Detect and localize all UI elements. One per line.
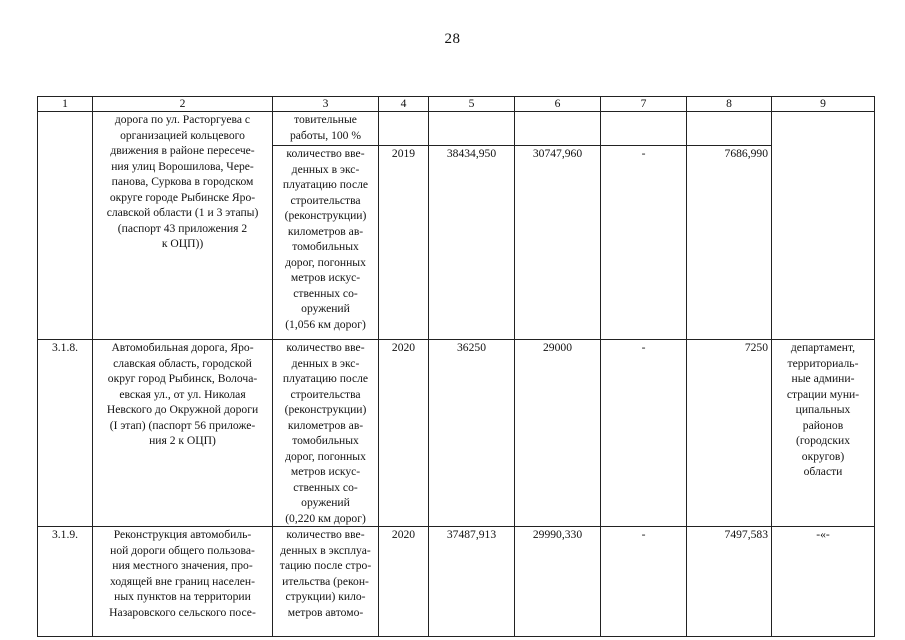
- text-line: ственных со-: [293, 286, 358, 300]
- text-line: ные админи-: [791, 372, 855, 385]
- text-line: метров автомо-: [287, 605, 364, 619]
- amount-cell: 29990,330: [515, 527, 601, 637]
- text-line: (I этап) (паспорт 56 приложе-: [109, 418, 256, 432]
- text-line: ния улиц Ворошилова, Чере-: [111, 159, 254, 173]
- total-amount: 38434,950: [429, 146, 515, 340]
- event-description: [96, 112, 269, 252]
- indicator-cell: [273, 527, 379, 637]
- amount-cell: [687, 112, 772, 146]
- text-line: (реконструкции): [284, 209, 367, 222]
- text-line: Реконструкция автомобиль-: [113, 528, 252, 541]
- amount-cell: 7250: [687, 340, 772, 527]
- column-header: 9: [772, 97, 875, 112]
- page-number: 28: [444, 31, 461, 47]
- event-description-cell: [93, 112, 273, 340]
- text-line: количество вве-: [286, 341, 365, 354]
- text-line: дорог, погонных: [285, 449, 366, 463]
- text-line: Назаровского сельского посе-: [109, 605, 256, 619]
- text-line: славская область, городской: [113, 356, 252, 370]
- year-cell: 2019: [379, 146, 429, 340]
- text-line: работы, 100 %: [289, 128, 362, 142]
- amount-cell: -: [601, 340, 687, 527]
- responsible-cell: [772, 112, 875, 340]
- text-line: количество вве-: [286, 528, 365, 541]
- text-line: (1,056 км дорог): [285, 317, 366, 331]
- text-line: струкции) кило-: [285, 590, 366, 603]
- text-line: районов: [802, 418, 844, 432]
- text-line: ной дороги общего пользова-: [110, 543, 255, 557]
- table-row: [38, 112, 875, 146]
- text-line: (городских: [795, 434, 851, 447]
- text-line: страции муни-: [786, 387, 860, 401]
- text-line: строительства: [290, 193, 361, 207]
- text-line: количество вве-: [286, 147, 365, 160]
- responsible-cell: -«-: [772, 527, 875, 637]
- indicator-cell: [273, 112, 379, 146]
- text-line: округов): [801, 449, 845, 463]
- amount-cell: 29000: [515, 340, 601, 527]
- text-line: движения в районе пересече-: [110, 144, 255, 157]
- text-line: панова, Суркова в городском: [111, 175, 254, 188]
- item-number: 3.1.8.: [38, 340, 93, 527]
- text-line: оружений: [301, 302, 350, 315]
- text-line: славской области (1 и 3 этапы): [106, 206, 259, 219]
- year-cell: [379, 112, 429, 146]
- column-header: 5: [429, 97, 515, 112]
- total-amount: 37487,913: [429, 527, 515, 637]
- event-description: [96, 527, 269, 620]
- table-row: [38, 527, 875, 637]
- text-line: денных в эксплуа-: [280, 543, 371, 557]
- text-line: дорога по ул. Расторгуева с: [114, 113, 251, 126]
- text-line: (реконструкции): [284, 403, 367, 416]
- text-line: метров искус-: [290, 465, 361, 478]
- year-cell: 2020: [379, 527, 429, 637]
- text-line: денных в экс-: [291, 162, 360, 176]
- amount-cell: 7686,990: [687, 146, 772, 340]
- responsible-text: [775, 340, 871, 480]
- text-line: департамент,: [790, 341, 856, 354]
- indicator-text: [276, 340, 375, 526]
- indicator-cell: [273, 340, 379, 527]
- text-line: (паспорт 43 приложения 2: [117, 221, 248, 235]
- text-line: территориаль-: [787, 356, 859, 370]
- event-description-cell: [93, 527, 273, 637]
- text-line: организацией кольцевого: [120, 128, 245, 142]
- text-line: Невского до Окружной дороги: [106, 403, 259, 416]
- text-line: ципальных: [795, 403, 851, 416]
- column-header: 4: [379, 97, 429, 112]
- column-header: 3: [273, 97, 379, 112]
- column-header: 1: [38, 97, 93, 112]
- text-line: к ОЦП)): [161, 237, 204, 250]
- text-line: ительства (рекон-: [282, 574, 369, 588]
- event-description: [96, 340, 269, 449]
- text-line: товительные: [294, 113, 357, 126]
- year-cell: 2020: [379, 340, 429, 527]
- amount-cell: -: [601, 527, 687, 637]
- item-number: 3.1.9.: [38, 527, 93, 637]
- text-line: евская ул., от ул. Николая: [119, 387, 246, 401]
- text-line: километров ав-: [287, 418, 364, 432]
- text-line: томобильных: [292, 434, 359, 447]
- text-line: тацию после стро-: [279, 559, 372, 572]
- event-description-cell: [93, 340, 273, 527]
- item-number-cell: [38, 112, 93, 340]
- text-line: томобильных: [292, 240, 359, 253]
- amount-cell: [601, 112, 687, 146]
- indicator-text: [276, 527, 375, 620]
- text-line: ных пунктов на территории: [114, 590, 251, 603]
- text-line: ходящей вне границ населен-: [110, 574, 255, 588]
- text-line: плуатацию после: [282, 178, 369, 191]
- indicator-text: [276, 112, 375, 143]
- text-line: плуатацию после: [282, 372, 369, 385]
- column-number-row: [38, 97, 875, 112]
- text-line: области: [803, 465, 843, 478]
- amount-cell: [515, 112, 601, 146]
- amount-cell: 7497,583: [687, 527, 772, 637]
- text-line: округе городе Рыбинске Яро-: [109, 190, 256, 204]
- text-line: оружений: [301, 496, 350, 509]
- text-line: (0,220 км дорог): [285, 511, 366, 525]
- text-line: ния 2 к ОЦП): [149, 434, 216, 447]
- text-line: строительства: [290, 387, 361, 401]
- text-line: километров ав-: [287, 224, 364, 238]
- amount-cell: [429, 112, 515, 146]
- table-row: [38, 340, 875, 527]
- text-line: ственных со-: [293, 480, 358, 494]
- amount-cell: 30747,960: [515, 146, 601, 340]
- column-header: 2: [93, 97, 273, 112]
- program-table: [37, 96, 875, 637]
- text-line: денных в экс-: [291, 356, 360, 370]
- text-line: Автомобильная дорога, Яро-: [111, 341, 254, 354]
- column-header: 8: [687, 97, 772, 112]
- amount-cell: -: [601, 146, 687, 340]
- total-amount: 36250: [429, 340, 515, 527]
- text-line: дорог, погонных: [285, 255, 366, 269]
- column-header: 6: [515, 97, 601, 112]
- text-line: округ город Рыбинск, Волоча-: [107, 372, 258, 385]
- text-line: метров искус-: [290, 271, 361, 284]
- responsible-cell: [772, 340, 875, 527]
- indicator-cell: [273, 146, 379, 340]
- indicator-text: [276, 146, 375, 332]
- column-header: 7: [601, 97, 687, 112]
- text-line: ния местного значения, про-: [112, 559, 253, 572]
